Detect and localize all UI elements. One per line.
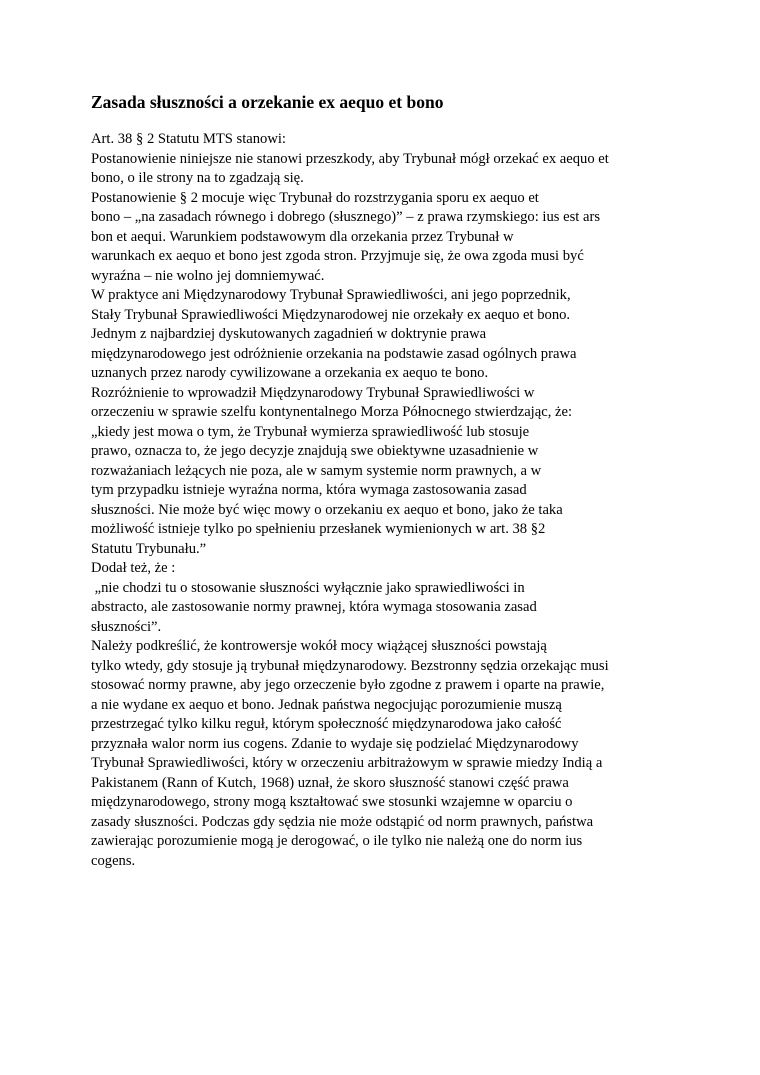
text-line: Statutu Trybunału.” bbox=[91, 540, 207, 557]
text-line: Postanowienie niniejsze nie stanowi przeszkody, aby Trybunał mógł orzekać ex aequo et bbox=[91, 150, 609, 167]
text-line: bon et aequi. Warunkiem podstawowym dla orzekania przez Trybunał w bbox=[91, 228, 514, 245]
text-line: zawierając porozumienie mogą je derogować, o ile tylko nie należą one do norm ius bbox=[91, 833, 583, 849]
text-line: słuszności”. bbox=[91, 618, 162, 635]
text-line: Postanowienie § 2 mocuje więc Trybunał do rozstrzygania sporu ex aequo et bbox=[91, 189, 539, 206]
text-line: międzynarodowego jest odróżnienie orzekania na podstawie zasad ogólnych prawa bbox=[91, 345, 577, 362]
text-line: bono, o ile strony na to zgadzają się. bbox=[91, 170, 304, 186]
text-line: międzynarodowego, strony mogą kształtować swe stosunki wzajemne w oparciu o bbox=[91, 794, 573, 810]
text-line: prawo, oznacza to, że jego decyzje znajdują swe obiektywne uzasadnienie w bbox=[91, 443, 539, 459]
text-line: przyznała walor norm ius cogens. Zdanie to wydaje się podzielać Międzynarodowy bbox=[91, 735, 579, 752]
text-line: cogens. bbox=[91, 852, 136, 869]
text-line: W praktyce ani Międzynarodowy Trybunał Sprawiedliwości, ani jego poprzednik, bbox=[91, 287, 571, 303]
text-line: warunkach ex aequo et bono jest zgoda stron. Przyjmuje się, że owa zgoda musi być bbox=[91, 248, 584, 264]
text-line: przestrzegać tylko kilku reguł, którym społeczność międzynarodowa jako całość bbox=[91, 716, 562, 732]
text-line: możliwość istnieje tylko po spełnieniu przesłanek wymienionych w art. 38 §2 bbox=[91, 521, 546, 537]
text-line: stosować normy prawne, aby jego orzeczenie było zgodne z prawem i oparte na prawie, bbox=[91, 677, 605, 693]
text-line: tylko wtedy, gdy stosuje ją trybunał międzynarodowy. Bezstronny sędzia orzekając musi bbox=[91, 657, 609, 674]
text-line: Dodał też, że : bbox=[91, 560, 176, 576]
text-line: orzeczeniu w sprawie szelfu kontynentalnego Morza Północnego stwierdzając, że: bbox=[91, 404, 572, 420]
text-line: słuszności. Nie może być więc mowy o orzekaniu ex aequo et bono, jako że taka bbox=[91, 501, 563, 518]
text-line: rozważaniach leżących nie poza, ale w samym systemie norm prawnych, a w bbox=[91, 462, 542, 479]
text-line: a nie wydane ex aequo et bono. Jednak państwa negocjując porozumienie muszą bbox=[91, 696, 562, 713]
text-line: Rozróżnienie to wprowadził Międzynarodowy Trybunał Sprawiedliwości w bbox=[91, 384, 535, 401]
text-line: abstracto, ale zastosowanie normy prawnej, która wymaga stosowania zasad bbox=[91, 599, 537, 615]
text-line: zasady słuszności. Podczas gdy sędzia nie może odstąpić od norm prawnych, państwa bbox=[91, 813, 594, 830]
text-line: bono – „na zasadach równego i dobrego (słusznego)” – z prawa rzymskiego: ius est ars bbox=[91, 209, 600, 225]
text-line: Należy podkreślić, że kontrowersje wokół mocy wiążącej słuszności powstają bbox=[91, 638, 547, 654]
document-title: Zasada słuszności a orzekanie ex aequo et bono bbox=[91, 92, 444, 112]
text-line: Trybunał Sprawiedliwości, który w orzeczeniu arbitrażowym w sprawie miedzy Indią a bbox=[91, 755, 603, 771]
text-line: „kiedy jest mowa o tym, że Trybunał wymierza sprawiedliwość lub stosuje bbox=[91, 423, 530, 440]
text-line: Jednym z najbardziej dyskutowanych zagadnień w doktrynie prawa bbox=[91, 326, 487, 342]
text-line: tym przypadku istnieje wyraźna norma, która wymaga zastosowania zasad bbox=[91, 482, 527, 498]
document-body bbox=[91, 130, 691, 871]
text-line: Stały Trybunał Sprawiedliwości Międzynarodowej nie orzekały ex aequo et bono. bbox=[91, 306, 571, 323]
text-line: Pakistanem (Rann of Kutch, 1968) uznał, że skoro słuszność stanowi część prawa bbox=[91, 774, 569, 791]
text-line: „nie chodzi tu o stosowanie słuszności wyłącznie jako sprawiedliwości in bbox=[91, 579, 525, 596]
text-line: wyraźna – nie wolno jej domniemywać. bbox=[91, 267, 325, 284]
text-line: Art. 38 § 2 Statutu MTS stanowi: bbox=[91, 131, 286, 147]
text-line: uznanych przez narody cywilizowane a orzekania ex aequo te bono. bbox=[91, 365, 489, 381]
